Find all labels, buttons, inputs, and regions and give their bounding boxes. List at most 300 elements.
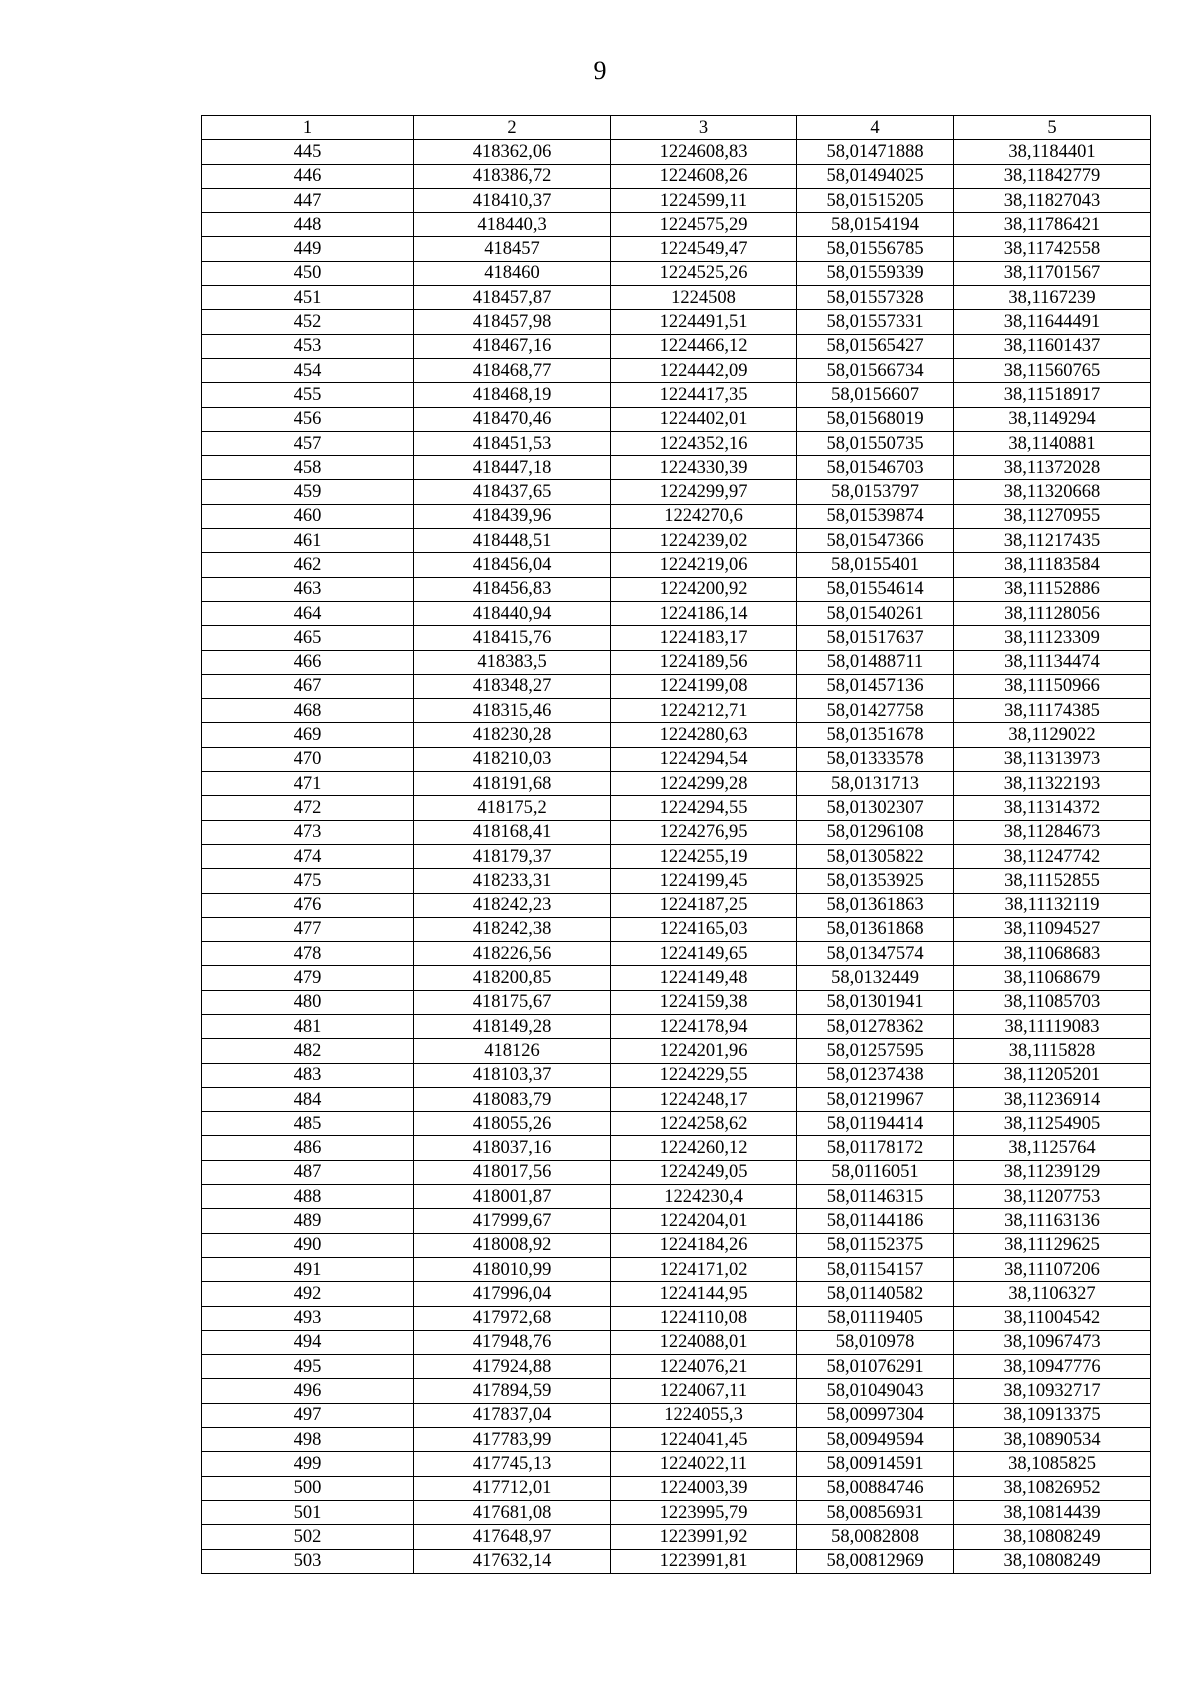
table-cell: 418470,46: [414, 407, 611, 431]
page-number: 9: [593, 56, 607, 85]
table-cell: 418017,56: [414, 1160, 611, 1184]
table-cell: 499: [202, 1452, 414, 1476]
table-cell: 38,11150966: [954, 674, 1151, 698]
table-cell: 38,11742558: [954, 237, 1151, 261]
table-cell: 1224076,21: [611, 1355, 797, 1379]
table-row: [202, 1039, 1151, 1063]
table-cell: 58,01559339: [797, 261, 954, 285]
table-cell: 1224608,26: [611, 164, 797, 188]
table-cell: 475: [202, 869, 414, 893]
table-cell: 1224022,11: [611, 1452, 797, 1476]
table-cell: 38,1184401: [954, 140, 1151, 164]
table-cell: 445: [202, 140, 414, 164]
table-cell: 58,01568019: [797, 407, 954, 431]
table-cell: 418468,19: [414, 383, 611, 407]
table-row: [202, 1209, 1151, 1233]
table-cell: 38,11314372: [954, 796, 1151, 820]
table-cell: 500: [202, 1476, 414, 1500]
table-row: [202, 917, 1151, 941]
table-cell: 58,01144186: [797, 1209, 954, 1233]
table-cell: 58,01546703: [797, 456, 954, 480]
table-cell: 418001,87: [414, 1185, 611, 1209]
table-cell: 38,11518917: [954, 383, 1151, 407]
table-cell: 38,11205201: [954, 1063, 1151, 1087]
table-cell: 1224189,56: [611, 650, 797, 674]
table-cell: 489: [202, 1209, 414, 1233]
table-cell: 38,11601437: [954, 334, 1151, 358]
table-cell: 38,11207753: [954, 1185, 1151, 1209]
table-cell: 38,11068679: [954, 966, 1151, 990]
table-cell: 477: [202, 917, 414, 941]
table-cell: 58,010978: [797, 1330, 954, 1354]
table-row: [202, 1476, 1151, 1500]
table-cell: 418440,94: [414, 601, 611, 625]
table-cell: 1224549,47: [611, 237, 797, 261]
table-cell: 1224184,26: [611, 1233, 797, 1257]
table-cell: 58,01351678: [797, 723, 954, 747]
header-row: [202, 116, 1151, 140]
table-cell: 58,01361863: [797, 893, 954, 917]
table-cell: 1224276,95: [611, 820, 797, 844]
table-cell: 418348,27: [414, 674, 611, 698]
table-cell: 38,11320668: [954, 480, 1151, 504]
table-row: [202, 261, 1151, 285]
table-row: [202, 820, 1151, 844]
table-cell: 418457: [414, 237, 611, 261]
table-row: [202, 140, 1151, 164]
table-cell: 58,00812969: [797, 1549, 954, 1573]
table-cell: 418149,28: [414, 1014, 611, 1038]
table-cell: 38,11217435: [954, 529, 1151, 553]
table-cell: 417681,08: [414, 1500, 611, 1524]
table-cell: 1224294,54: [611, 747, 797, 771]
table-row: [202, 1379, 1151, 1403]
table-cell: 38,11094527: [954, 917, 1151, 941]
table-cell: 491: [202, 1257, 414, 1281]
table-cell: 38,10814439: [954, 1500, 1151, 1524]
table-cell: 58,01237438: [797, 1063, 954, 1087]
table-cell: 38,1106327: [954, 1282, 1151, 1306]
table-cell: 457: [202, 431, 414, 455]
table-cell: 38,11183584: [954, 553, 1151, 577]
table-row: [202, 164, 1151, 188]
column-header: 4: [797, 116, 954, 140]
table-cell: 38,11134474: [954, 650, 1151, 674]
table-cell: 469: [202, 723, 414, 747]
table-cell: 463: [202, 577, 414, 601]
table-row: [202, 1014, 1151, 1038]
table-cell: 458: [202, 456, 414, 480]
table-cell: 449: [202, 237, 414, 261]
table-cell: 38,11560765: [954, 358, 1151, 382]
table-cell: 38,11152855: [954, 869, 1151, 893]
table-cell: 1224067,11: [611, 1379, 797, 1403]
table-cell: 418055,26: [414, 1112, 611, 1136]
table-cell: 1224258,62: [611, 1112, 797, 1136]
table-cell: 487: [202, 1160, 414, 1184]
table-cell: 417745,13: [414, 1452, 611, 1476]
table-cell: 38,11236914: [954, 1087, 1151, 1111]
table-cell: 58,00997304: [797, 1403, 954, 1427]
table-cell: 1224212,71: [611, 699, 797, 723]
table-cell: 451: [202, 286, 414, 310]
table-cell: 494: [202, 1330, 414, 1354]
table-row: [202, 553, 1151, 577]
table-row: [202, 772, 1151, 796]
table-cell: 58,0131713: [797, 772, 954, 796]
column-header: 1: [202, 116, 414, 140]
table-cell: 1224575,29: [611, 213, 797, 237]
table-cell: 58,0082808: [797, 1525, 954, 1549]
table-cell: 38,11644491: [954, 310, 1151, 334]
table-cell: 1223991,81: [611, 1549, 797, 1573]
table-row: [202, 699, 1151, 723]
table-cell: 1224171,02: [611, 1257, 797, 1281]
table-cell: 38,1085825: [954, 1452, 1151, 1476]
table-cell: 1224608,83: [611, 140, 797, 164]
table-row: [202, 529, 1151, 553]
table-cell: 418242,23: [414, 893, 611, 917]
table-cell: 1224299,28: [611, 772, 797, 796]
table-cell: 58,01152375: [797, 1233, 954, 1257]
table-row: [202, 1525, 1151, 1549]
table-cell: 417999,67: [414, 1209, 611, 1233]
table-row: [202, 869, 1151, 893]
table-cell: 38,11254905: [954, 1112, 1151, 1136]
table-cell: 1224249,05: [611, 1160, 797, 1184]
table-cell: 38,11129625: [954, 1233, 1151, 1257]
table-cell: 38,11085703: [954, 990, 1151, 1014]
table-cell: 498: [202, 1428, 414, 1452]
table-cell: 455: [202, 383, 414, 407]
table-cell: 58,01361868: [797, 917, 954, 941]
table-cell: 58,0155401: [797, 553, 954, 577]
table-cell: 461: [202, 529, 414, 553]
table-cell: 471: [202, 772, 414, 796]
table-cell: 418467,16: [414, 334, 611, 358]
table-cell: 1224352,16: [611, 431, 797, 455]
table-cell: 38,11827043: [954, 188, 1151, 212]
table-cell: 58,00914591: [797, 1452, 954, 1476]
table-cell: 417783,99: [414, 1428, 611, 1452]
table-cell: 58,00949594: [797, 1428, 954, 1452]
table-cell: 418415,76: [414, 626, 611, 650]
table-cell: 418175,67: [414, 990, 611, 1014]
table-row: [202, 1185, 1151, 1209]
table-row: [202, 1403, 1151, 1427]
table-row: [202, 213, 1151, 237]
table-cell: 58,01333578: [797, 747, 954, 771]
table-cell: 472: [202, 796, 414, 820]
table-row: [202, 893, 1151, 917]
table-cell: 1224280,63: [611, 723, 797, 747]
table-cell: 1224200,92: [611, 577, 797, 601]
table-cell: 485: [202, 1112, 414, 1136]
table-cell: 38,11247742: [954, 844, 1151, 868]
table-cell: 38,11786421: [954, 213, 1151, 237]
table-cell: 418456,83: [414, 577, 611, 601]
table-row: [202, 310, 1151, 334]
table-cell: 418191,68: [414, 772, 611, 796]
column-header: 2: [414, 116, 611, 140]
table-cell: 418010,99: [414, 1257, 611, 1281]
table-cell: 58,01301941: [797, 990, 954, 1014]
table-cell: 1224525,26: [611, 261, 797, 285]
table-row: [202, 674, 1151, 698]
table-cell: 459: [202, 480, 414, 504]
table-cell: 58,01219967: [797, 1087, 954, 1111]
table-cell: 417632,14: [414, 1549, 611, 1573]
table-cell: 58,01302307: [797, 796, 954, 820]
table-cell: 38,11842779: [954, 164, 1151, 188]
table-cell: 58,01049043: [797, 1379, 954, 1403]
table-cell: 58,01547366: [797, 529, 954, 553]
table-cell: 1224204,01: [611, 1209, 797, 1233]
table-cell: 58,01557331: [797, 310, 954, 334]
table-cell: 417996,04: [414, 1282, 611, 1306]
table-cell: 1223991,92: [611, 1525, 797, 1549]
table-cell: 58,0156607: [797, 383, 954, 407]
table-cell: 483: [202, 1063, 414, 1087]
table-cell: 1224003,39: [611, 1476, 797, 1500]
table-cell: 448: [202, 213, 414, 237]
table-cell: 58,01471888: [797, 140, 954, 164]
table-cell: 1224110,08: [611, 1306, 797, 1330]
table-cell: 38,10932717: [954, 1379, 1151, 1403]
table-row: [202, 1257, 1151, 1281]
table-cell: 58,01427758: [797, 699, 954, 723]
table-cell: 38,11119083: [954, 1014, 1151, 1038]
table-cell: 1224491,51: [611, 310, 797, 334]
table-cell: 1224041,45: [611, 1428, 797, 1452]
table-cell: 418230,28: [414, 723, 611, 747]
table-cell: 38,10913375: [954, 1403, 1151, 1427]
table-cell: 1224165,03: [611, 917, 797, 941]
table-row: [202, 1355, 1151, 1379]
table-cell: 1223995,79: [611, 1500, 797, 1524]
table-cell: 466: [202, 650, 414, 674]
table-cell: 418456,04: [414, 553, 611, 577]
table-cell: 58,01146315: [797, 1185, 954, 1209]
table-cell: 1224219,06: [611, 553, 797, 577]
table-row: [202, 723, 1151, 747]
table-cell: 493: [202, 1306, 414, 1330]
table-cell: 38,11068683: [954, 942, 1151, 966]
table-cell: 58,01457136: [797, 674, 954, 698]
table-cell: 38,11313973: [954, 747, 1151, 771]
table-cell: 418362,06: [414, 140, 611, 164]
table-row: [202, 1112, 1151, 1136]
table-cell: 38,11372028: [954, 456, 1151, 480]
table-row: [202, 286, 1151, 310]
table-cell: 418439,96: [414, 504, 611, 528]
table-cell: 418168,41: [414, 820, 611, 844]
table-cell: 38,1125764: [954, 1136, 1151, 1160]
table-cell: 473: [202, 820, 414, 844]
table-cell: 417894,59: [414, 1379, 611, 1403]
table-row: [202, 1282, 1151, 1306]
table-cell: 1224149,48: [611, 966, 797, 990]
table-cell: 38,10890534: [954, 1428, 1151, 1452]
table-row: [202, 188, 1151, 212]
table-row: [202, 577, 1151, 601]
table-cell: 484: [202, 1087, 414, 1111]
table-cell: 476: [202, 893, 414, 917]
table-cell: 490: [202, 1233, 414, 1257]
table-cell: 58,01154157: [797, 1257, 954, 1281]
table-cell: 38,11128056: [954, 601, 1151, 625]
table-cell: 481: [202, 1014, 414, 1038]
table-row: [202, 407, 1151, 431]
table-cell: 1224330,39: [611, 456, 797, 480]
table-cell: 1224402,01: [611, 407, 797, 431]
table-cell: 460: [202, 504, 414, 528]
table-cell: 58,01565427: [797, 334, 954, 358]
table-row: [202, 1452, 1151, 1476]
table-cell: 478: [202, 942, 414, 966]
table-cell: 496: [202, 1379, 414, 1403]
table-row: [202, 1063, 1151, 1087]
table-cell: 418210,03: [414, 747, 611, 771]
table-cell: 418451,53: [414, 431, 611, 455]
table-cell: 479: [202, 966, 414, 990]
table-row: [202, 1136, 1151, 1160]
table-cell: 1224599,11: [611, 188, 797, 212]
table-cell: 417972,68: [414, 1306, 611, 1330]
table-cell: 418457,98: [414, 310, 611, 334]
table-cell: 503: [202, 1549, 414, 1573]
table-cell: 58,01494025: [797, 164, 954, 188]
table-cell: 58,01194414: [797, 1112, 954, 1136]
table-cell: 418242,38: [414, 917, 611, 941]
table-cell: 38,11107206: [954, 1257, 1151, 1281]
table-cell: 58,01556785: [797, 237, 954, 261]
table-row: [202, 796, 1151, 820]
table-cell: 1224183,17: [611, 626, 797, 650]
table-cell: 38,11174385: [954, 699, 1151, 723]
table-cell: 462: [202, 553, 414, 577]
table-cell: 1224239,02: [611, 529, 797, 553]
table-cell: 38,1140881: [954, 431, 1151, 455]
table-cell: 418200,85: [414, 966, 611, 990]
table-cell: 467: [202, 674, 414, 698]
table-row: [202, 1428, 1151, 1452]
table-cell: 453: [202, 334, 414, 358]
table-cell: 58,01305822: [797, 844, 954, 868]
table-cell: 1224199,45: [611, 869, 797, 893]
table-cell: 38,11239129: [954, 1160, 1151, 1184]
table-cell: 418457,87: [414, 286, 611, 310]
table-cell: 58,01539874: [797, 504, 954, 528]
table-cell: 38,11701567: [954, 261, 1151, 285]
table-cell: 418383,5: [414, 650, 611, 674]
table-row: [202, 504, 1151, 528]
table-cell: 456: [202, 407, 414, 431]
table-cell: 474: [202, 844, 414, 868]
table-cell: 418460: [414, 261, 611, 285]
table-cell: 1224442,09: [611, 358, 797, 382]
table-header: [202, 116, 1151, 140]
table-row: [202, 942, 1151, 966]
table-cell: 58,00884746: [797, 1476, 954, 1500]
table-cell: 450: [202, 261, 414, 285]
table-row: [202, 650, 1151, 674]
table-cell: 418315,46: [414, 699, 611, 723]
table-cell: 495: [202, 1355, 414, 1379]
table-cell: 38,11004542: [954, 1306, 1151, 1330]
table-cell: 486: [202, 1136, 414, 1160]
table-cell: 1224270,6: [611, 504, 797, 528]
table-cell: 447: [202, 188, 414, 212]
table-cell: 1224230,4: [611, 1185, 797, 1209]
table-cell: 418448,51: [414, 529, 611, 553]
table-cell: 58,0153797: [797, 480, 954, 504]
table-cell: 38,11270955: [954, 504, 1151, 528]
table-cell: 1224255,19: [611, 844, 797, 868]
table-cell: 58,01488711: [797, 650, 954, 674]
table-row: [202, 431, 1151, 455]
table-cell: 1224508: [611, 286, 797, 310]
table-cell: 418179,37: [414, 844, 611, 868]
table-row: [202, 456, 1151, 480]
table-cell: 38,11152886: [954, 577, 1151, 601]
table-row: [202, 383, 1151, 407]
table-cell: 58,01257595: [797, 1039, 954, 1063]
table-cell: 38,1167239: [954, 286, 1151, 310]
table-cell: 58,00856931: [797, 1500, 954, 1524]
table-cell: 417948,76: [414, 1330, 611, 1354]
table-cell: 501: [202, 1500, 414, 1524]
table-cell: 38,1115828: [954, 1039, 1151, 1063]
table-cell: 38,1129022: [954, 723, 1151, 747]
table-cell: 38,11163136: [954, 1209, 1151, 1233]
table-cell: 1224055,3: [611, 1403, 797, 1427]
table-cell: 58,01566734: [797, 358, 954, 382]
table-cell: 418437,65: [414, 480, 611, 504]
table-cell: 1224178,94: [611, 1014, 797, 1038]
table-cell: 418410,37: [414, 188, 611, 212]
table-cell: 446: [202, 164, 414, 188]
table-row: [202, 844, 1151, 868]
table-cell: 38,10947776: [954, 1355, 1151, 1379]
table-cell: 1224199,08: [611, 674, 797, 698]
table-cell: 417648,97: [414, 1525, 611, 1549]
table-cell: 1224088,01: [611, 1330, 797, 1354]
table-row: [202, 358, 1151, 382]
table-cell: 418440,3: [414, 213, 611, 237]
table-cell: 1224201,96: [611, 1039, 797, 1063]
table-cell: 464: [202, 601, 414, 625]
table-cell: 58,01517637: [797, 626, 954, 650]
table-cell: 482: [202, 1039, 414, 1063]
table-cell: 497: [202, 1403, 414, 1427]
table-cell: 58,0132449: [797, 966, 954, 990]
table-row: [202, 1330, 1151, 1354]
table-cell: 418037,16: [414, 1136, 611, 1160]
table-cell: 468: [202, 699, 414, 723]
coordinates-table: [201, 115, 1151, 1574]
table-cell: 418447,18: [414, 456, 611, 480]
table-row: [202, 237, 1151, 261]
table-cell: 1224144,95: [611, 1282, 797, 1306]
table-cell: 465: [202, 626, 414, 650]
table-cell: 58,01353925: [797, 869, 954, 893]
table-body: [202, 140, 1151, 1574]
table-cell: 452: [202, 310, 414, 334]
table-cell: 1224294,55: [611, 796, 797, 820]
table-cell: 1224159,38: [611, 990, 797, 1014]
table-cell: 488: [202, 1185, 414, 1209]
